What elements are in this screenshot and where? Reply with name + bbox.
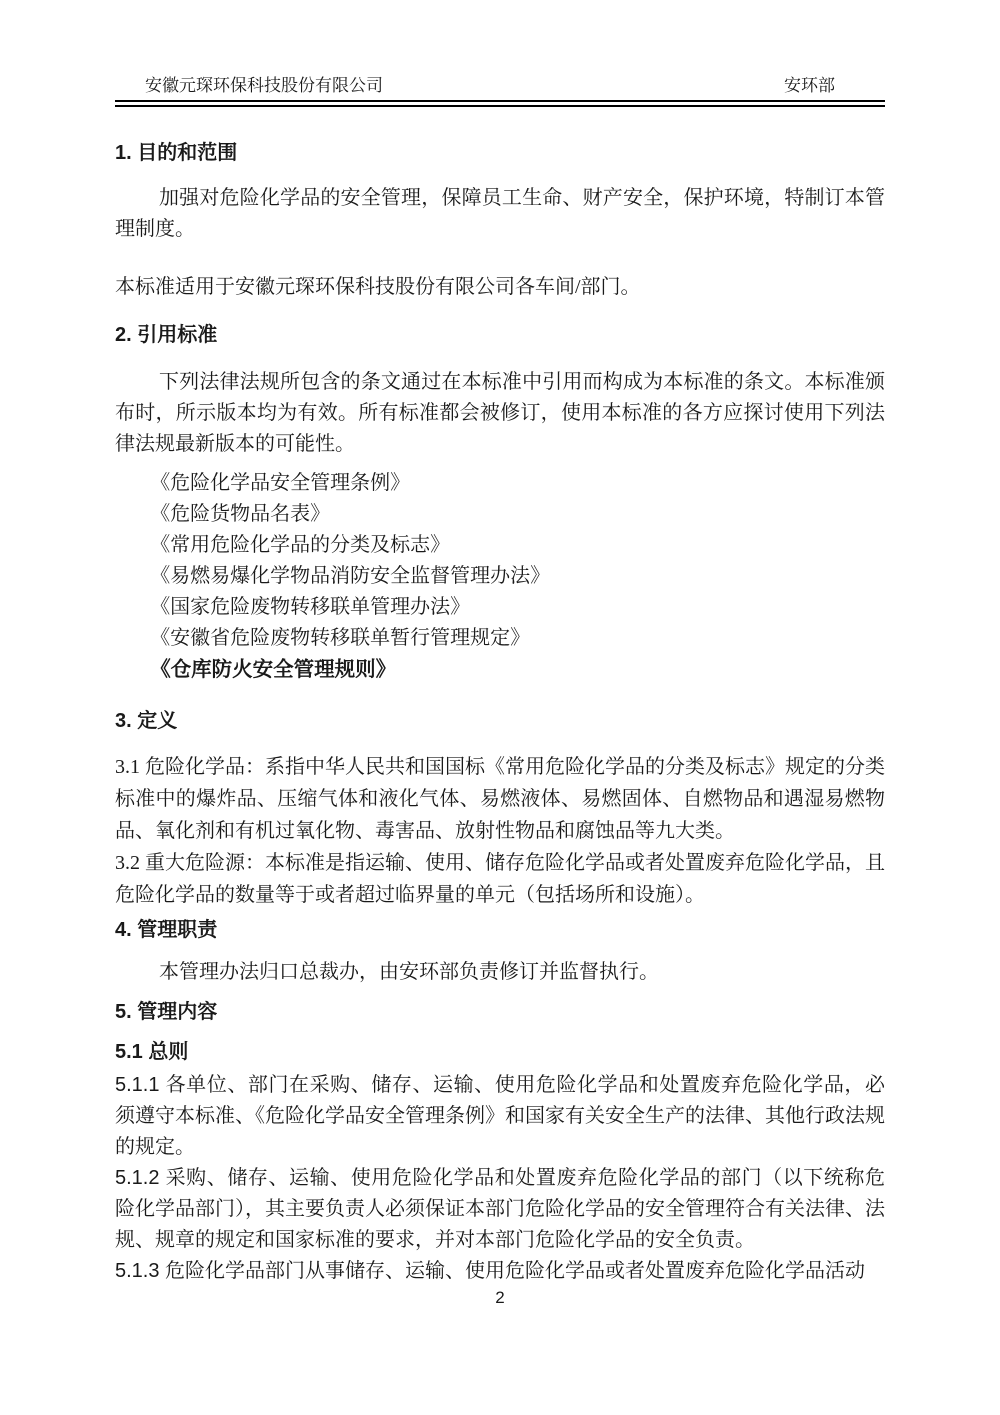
section-3-definition-1: 3.1 危险化学品：系指中华人民共和国国标《常用危险化学品的分类及标志》规定的分类标准中的爆炸品、压缩气体和液化气体、易燃液体、易燃固体、自燃物品和遇湿易燃物品、氧化剂和有机过氧化物、毒害品、放射性物品和腐蚀品等九大类。 <box>115 756 885 842</box>
section-5-heading: 5. 管理内容 <box>115 1001 218 1023</box>
reference-list-item: 《国家危险废物转移联单管理办法》 <box>150 596 471 618</box>
section-2-paragraph-1: 下列法律法规所包含的条文通过在本标准中引用而构成为本标准的条文。本标准颁布时，所示版本均为有效。所有标准都会被修订，使用本标准的各方应探讨使用下列法律法规最新版本的可能性。 <box>115 371 885 455</box>
reference-list-item: 《仓库防火安全管理规则》 <box>150 658 397 681</box>
reference-list-item: 《安徽省危险废物转移联单暂行管理规定》 <box>150 627 531 649</box>
clause-5-1-2: 5.1.2 采购、储存、运输、使用危险化学品和处置废弃危险化学品的部门（以下统称危险化学品部门），其主要负责人必须保证本部门危险化学品的安全管理符合有关法律、法规、规章的规定和国家标准的要求，并对本部门危险化学品的安全负责。 <box>115 1167 885 1251</box>
reference-list-item: 《常用危险化学品的分类及标志》 <box>150 534 451 556</box>
section-1-heading: 1. 目的和范围 <box>115 142 238 164</box>
document-header <box>115 0 885 96</box>
clause-5-1-3: 5.1.3 危险化学品部门从事储存、运输、使用危险化学品或者处置废弃危险化学品活动 <box>115 1260 866 1282</box>
section-3-heading: 3. 定义 <box>115 710 178 732</box>
section-2-heading: 2. 引用标准 <box>115 324 218 346</box>
reference-list <box>115 468 885 685</box>
reference-list-item: 《危险化学品安全管理条例》 <box>150 472 411 494</box>
clause-5-1-1: 5.1.1 各单位、部门在采购、储存、运输、使用危险化学品和处置废弃危险化学品，必须遵守本标准、《危险化学品安全管理条例》和国家有关安全生产的法律、其他行政法规的规定。 <box>115 1074 885 1158</box>
section-3-definition-2: 3.2 重大危险源：本标准是指运输、使用、储存危险化学品或者处置废弃危险化学品，且危险化学品的数量等于或者超过临界量的单元（包括场所和设施）。 <box>115 852 885 906</box>
section-4-heading: 4. 管理职责 <box>115 919 218 941</box>
section-4-paragraph-1: 本管理办法归口总裁办，由安环部负责修订并监督执行。 <box>159 961 659 983</box>
page-number: 2 <box>495 1288 505 1307</box>
header-department: 安环部 <box>784 76 835 95</box>
section-5-1-heading: 5.1 总则 <box>115 1041 189 1063</box>
reference-list-item: 《危险货物品名表》 <box>150 503 331 525</box>
header-rule <box>115 100 885 107</box>
reference-list-item: 《易燃易爆化学物品消防安全监督管理办法》 <box>150 565 551 587</box>
section-1-paragraph-2: 本标准适用于安徽元琛环保科技股份有限公司各车间/部门。 <box>115 276 641 298</box>
header-company-name: 安徽元琛环保科技股份有限公司 <box>145 76 383 95</box>
section-1-paragraph-1: 加强对危险化学品的安全管理，保障员工生命、财产安全，保护环境，特制订本管理制度。 <box>115 187 885 240</box>
